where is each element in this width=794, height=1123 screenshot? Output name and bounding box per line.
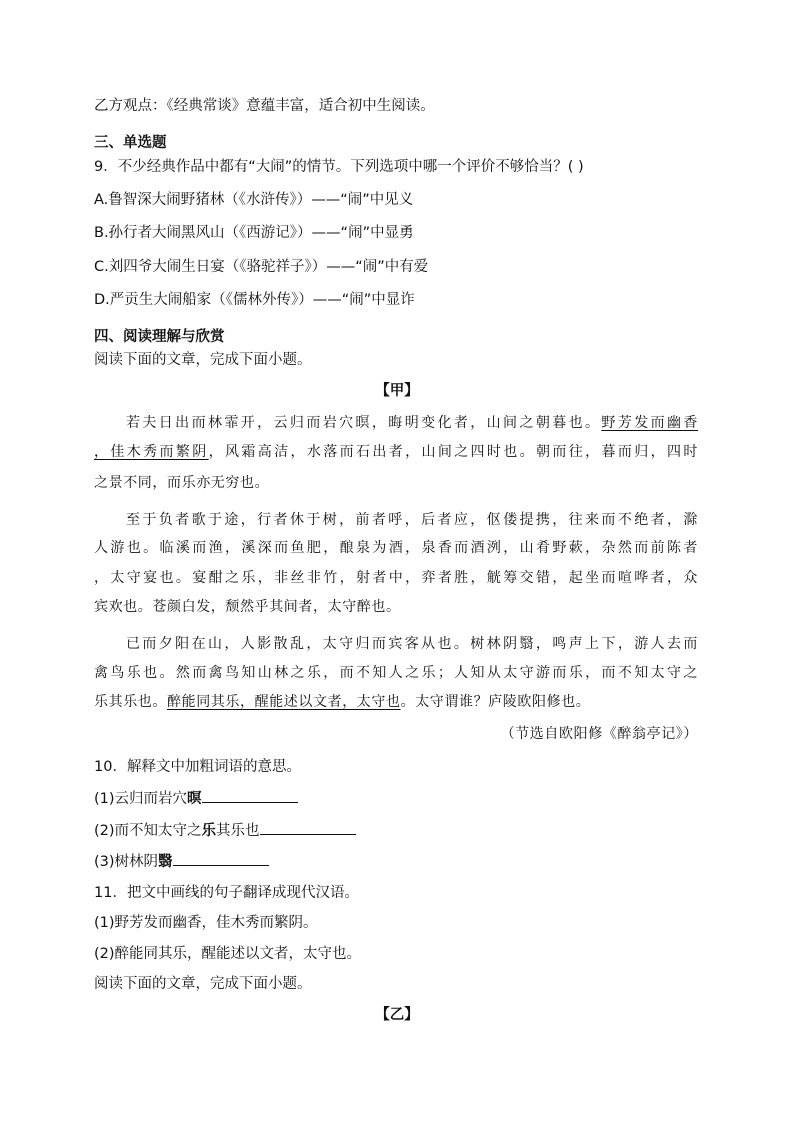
question-11-item-2: (2)醉能同其乐，醒能述以文者，太守也。	[94, 946, 362, 962]
bold-word: 乐	[201, 823, 217, 839]
passage-yi-heading: 【乙】	[375, 1007, 419, 1023]
question-10-item-2: (2)而不知太守之乐其乐也	[94, 820, 356, 841]
question-9-option-d: D.严贡生大闹船家（《儒林外传》）——“闹”中显诈	[94, 292, 415, 308]
reading-instruction-2: 阅读下面的文章，完成下面小题。	[94, 976, 312, 992]
underlined-sentence: ，佳木秀而繁阴	[94, 444, 209, 460]
question-11-stem: 11．把文中画线的句子翻译成现代汉语。	[94, 885, 359, 901]
passage-line: 宾欢也。苍颜白发，颓然乎其间者，太守醉也。	[94, 599, 401, 615]
answer-blank[interactable]	[260, 820, 356, 835]
underlined-sentence: 醉能同其乐，醒能述以文者，太守也	[167, 694, 401, 710]
bold-word: 翳	[158, 854, 173, 870]
passage-line: ，太守宴也。宴酣之乐，非丝非竹，射者中，弈者胜，觥筹交错，起坐而喧哗者，众	[94, 570, 698, 586]
section-title-reading: 四、阅读理解与欣赏	[94, 329, 225, 345]
yifang-viewpoint: 乙方观点：《经典常谈》意蕴丰富，适合初中生阅读。	[94, 98, 435, 114]
section-title-single-choice: 三、单选题	[94, 135, 167, 151]
passage-source: （节选自欧阳修《醉翁亭记》）	[500, 726, 698, 742]
passage-jia-heading: 【甲】	[375, 383, 419, 399]
answer-blank[interactable]	[202, 788, 298, 803]
answer-blank[interactable]	[173, 851, 269, 866]
reading-instruction: 阅读下面的文章，完成下面小题。	[94, 352, 312, 368]
question-10-item-3: (3)树林阴翳	[94, 851, 269, 872]
passage-line: ，佳木秀而繁阴，风霜高洁，水落而石出者，山间之四时也。朝而往，暮而归，四时	[94, 444, 698, 460]
question-9-option-c: C.刘四爷大闹生日宴（《骆驼祥子》）——“闹”中有爱	[94, 259, 429, 275]
underlined-sentence: 野芳发而幽香	[601, 415, 698, 431]
passage-line: 乐其乐也。醉能同其乐，醒能述以文者，太守也。太守谓谁？庐陵欧阳修也。	[94, 694, 591, 710]
question-11-item-1: (1)野芳发而幽香，佳木秀而繁阴。	[94, 915, 318, 931]
question-10-item-1: (1)云归而岩穴暝	[94, 788, 298, 809]
bold-word: 暝	[187, 791, 202, 807]
question-9-option-b: B.孙行者大闹黑风山（《西游记》）——“闹”中显勇	[94, 225, 414, 241]
passage-line: 若夫日出而林霏开，云归而岩穴暝，晦明变化者，山间之朝暮也。野芳发而幽香	[126, 415, 698, 431]
passage-line: 之景不同，而乐亦无穷也。	[94, 475, 270, 491]
question-10-stem: 10．解释文中加粗词语的意思。	[94, 759, 301, 775]
question-9-option-a: A.鲁智深大闹野猪林（《水浒传》）——“闹”中见义	[94, 192, 414, 208]
question-9-stem: 9．不少经典作品中都有“大闹”的情节。下列选项中哪一个评价不够恰当？( )	[94, 159, 584, 175]
passage-line: 禽鸟乐也。然而禽鸟知山林之乐，而不知人之乐；人知从太守游而乐，而不知太守之	[94, 665, 698, 681]
passage-line: 人游也。临溪而渔，溪深而鱼肥，酿泉为酒，泉香而酒洌，山肴野蔌，杂然而前陈者	[94, 540, 698, 556]
passage-line: 已而夕阳在山，人影散乱，太守归而宾客从也。树林阴翳，鸣声上下，游人去而	[126, 636, 698, 652]
passage-line: 至于负者歌于途，行者休于树，前者呼，后者应，伛偻提携，往来而不绝者，滁	[126, 512, 698, 528]
